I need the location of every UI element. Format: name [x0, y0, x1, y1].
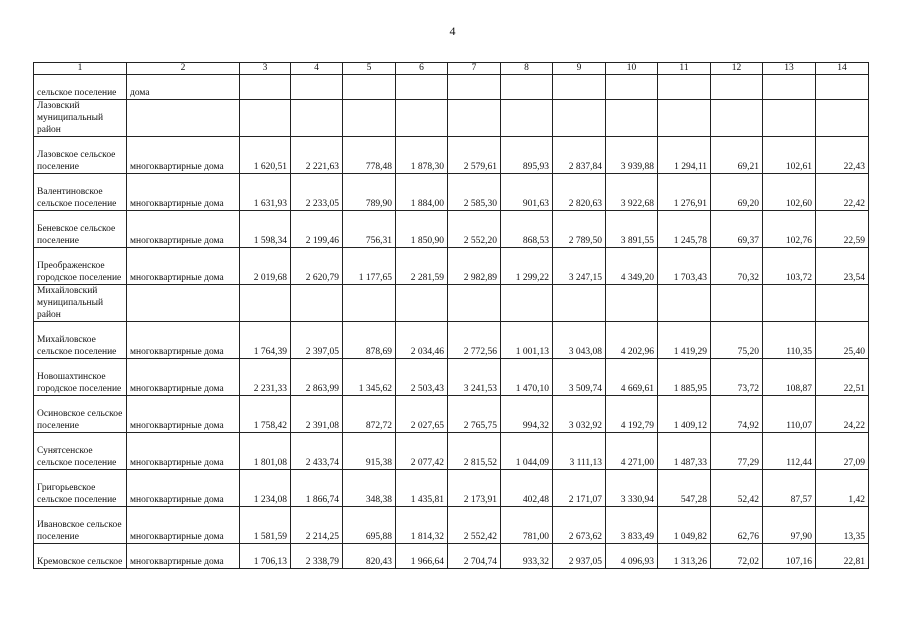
value-cell: 2 281,59: [396, 248, 448, 285]
housing-type-cell: многоквартирные дома: [127, 544, 240, 569]
value-cell: 3 043,08: [553, 322, 606, 359]
value-cell: [763, 100, 816, 137]
value-cell: 2 815,52: [448, 433, 501, 470]
value-cell: 1 866,74: [291, 470, 343, 507]
value-cell: 102,61: [763, 137, 816, 174]
value-cell: 23,54: [816, 248, 869, 285]
settlement-name-cell: Осиновское сельское поселение: [34, 396, 127, 433]
value-cell: [240, 100, 291, 137]
value-cell: 2 233,05: [291, 174, 343, 211]
value-cell: [291, 100, 343, 137]
value-cell: [763, 75, 816, 100]
value-cell: 1 884,00: [396, 174, 448, 211]
value-cell: 62,76: [711, 507, 763, 544]
value-cell: 4 096,93: [606, 544, 658, 569]
value-cell: 1 814,32: [396, 507, 448, 544]
value-cell: 872,72: [343, 396, 396, 433]
value-cell: 1 294,11: [658, 137, 711, 174]
value-cell: 110,35: [763, 322, 816, 359]
housing-type-cell: дома: [127, 75, 240, 100]
table-row: [34, 248, 869, 285]
value-cell: [343, 100, 396, 137]
settlement-name-cell: Беневское сельское поселение: [34, 211, 127, 248]
value-cell: 2 620,79: [291, 248, 343, 285]
value-cell: 22,43: [816, 137, 869, 174]
value-cell: [553, 100, 606, 137]
value-cell: 1 345,62: [343, 359, 396, 396]
housing-type-cell: многоквартирные дома: [127, 322, 240, 359]
value-cell: [240, 75, 291, 100]
value-cell: 22,59: [816, 211, 869, 248]
value-cell: [711, 75, 763, 100]
table-row: [34, 75, 869, 100]
value-cell: 73,72: [711, 359, 763, 396]
value-cell: 1 764,39: [240, 322, 291, 359]
value-cell: 2 820,63: [553, 174, 606, 211]
value-cell: 2 214,25: [291, 507, 343, 544]
page-number: 4: [449, 24, 456, 38]
value-cell: 2 937,05: [553, 544, 606, 569]
value-cell: [501, 100, 553, 137]
value-cell: 22,42: [816, 174, 869, 211]
value-cell: 107,16: [763, 544, 816, 569]
column-header: 6: [396, 63, 448, 75]
value-cell: 1 703,43: [658, 248, 711, 285]
value-cell: 1 049,82: [658, 507, 711, 544]
value-cell: 2 982,89: [448, 248, 501, 285]
settlement-name-cell: Преображенское городское поселение: [34, 248, 127, 285]
housing-type-cell: многоквартирные дома: [127, 174, 240, 211]
value-cell: 74,92: [711, 396, 763, 433]
value-cell: [396, 75, 448, 100]
value-cell: [658, 100, 711, 137]
settlement-name-cell: сельское поселение: [34, 75, 127, 100]
value-cell: 1 001,13: [501, 322, 553, 359]
settlement-name-cell: Ивановское сельское поселение: [34, 507, 127, 544]
housing-type-cell: [127, 285, 240, 322]
value-cell: 87,57: [763, 470, 816, 507]
value-cell: 2 863,99: [291, 359, 343, 396]
value-cell: 2 433,74: [291, 433, 343, 470]
value-cell: 1,42: [816, 470, 869, 507]
value-cell: 402,48: [501, 470, 553, 507]
value-cell: 1 758,42: [240, 396, 291, 433]
value-cell: [606, 75, 658, 100]
value-cell: 112,44: [763, 433, 816, 470]
value-cell: 70,32: [711, 248, 763, 285]
value-cell: [658, 75, 711, 100]
value-cell: 2 338,79: [291, 544, 343, 569]
value-cell: 1 044,09: [501, 433, 553, 470]
value-cell: 4 271,00: [606, 433, 658, 470]
value-cell: 2 837,84: [553, 137, 606, 174]
value-cell: [606, 285, 658, 322]
value-cell: [343, 285, 396, 322]
housing-type-cell: многоквартирные дома: [127, 211, 240, 248]
table-row: [34, 322, 869, 359]
value-cell: 72,02: [711, 544, 763, 569]
value-cell: [396, 100, 448, 137]
value-cell: 77,29: [711, 433, 763, 470]
settlement-name-cell: Лазовский муниципальный район: [34, 100, 127, 137]
table-row: [34, 544, 869, 569]
table-row: [34, 470, 869, 507]
value-cell: [711, 100, 763, 137]
table-row: [34, 211, 869, 248]
housing-type-cell: [127, 100, 240, 137]
table-row: [34, 433, 869, 470]
settlement-name-cell: Сунятсенское сельское поселение: [34, 433, 127, 470]
value-cell: 781,00: [501, 507, 553, 544]
value-cell: 1 313,26: [658, 544, 711, 569]
settlement-name-cell: Кремовское сельское: [34, 544, 127, 569]
value-cell: 3 939,88: [606, 137, 658, 174]
table-row: [34, 174, 869, 211]
value-cell: 52,42: [711, 470, 763, 507]
value-cell: 3 509,74: [553, 359, 606, 396]
value-cell: 4 202,96: [606, 322, 658, 359]
value-cell: 3 891,55: [606, 211, 658, 248]
value-cell: 2 585,30: [448, 174, 501, 211]
value-cell: 24,22: [816, 396, 869, 433]
value-cell: 2 077,42: [396, 433, 448, 470]
column-header: 2: [127, 63, 240, 75]
value-cell: 3 247,15: [553, 248, 606, 285]
value-cell: 1 299,22: [501, 248, 553, 285]
settlement-name-cell: Новошахтинское городское поселение: [34, 359, 127, 396]
value-cell: 110,07: [763, 396, 816, 433]
value-cell: [553, 285, 606, 322]
value-cell: 547,28: [658, 470, 711, 507]
table-row: [34, 507, 869, 544]
housing-type-cell: многоквартирные дома: [127, 396, 240, 433]
table-row: [34, 359, 869, 396]
value-cell: 2 673,62: [553, 507, 606, 544]
value-cell: 2 503,43: [396, 359, 448, 396]
value-cell: 1 620,51: [240, 137, 291, 174]
column-header: 3: [240, 63, 291, 75]
value-cell: [448, 285, 501, 322]
settlement-name-cell: Валентиновское сельское поселение: [34, 174, 127, 211]
table-row: [34, 100, 869, 137]
value-cell: 895,93: [501, 137, 553, 174]
value-cell: 3 032,92: [553, 396, 606, 433]
housing-type-cell: многоквартирные дома: [127, 470, 240, 507]
tariff-table: [33, 62, 869, 569]
value-cell: 2 221,63: [291, 137, 343, 174]
value-cell: 1 631,93: [240, 174, 291, 211]
value-cell: 3 922,68: [606, 174, 658, 211]
column-header: 4: [291, 63, 343, 75]
value-cell: 1 966,64: [396, 544, 448, 569]
value-cell: 25,40: [816, 322, 869, 359]
value-cell: 1 234,08: [240, 470, 291, 507]
value-cell: 348,38: [343, 470, 396, 507]
value-cell: [658, 285, 711, 322]
value-cell: 102,60: [763, 174, 816, 211]
value-cell: [816, 100, 869, 137]
value-cell: 915,38: [343, 433, 396, 470]
value-cell: 1 470,10: [501, 359, 553, 396]
housing-type-cell: многоквартирные дома: [127, 359, 240, 396]
column-header: 12: [711, 63, 763, 75]
column-header: 7: [448, 63, 501, 75]
value-cell: 2 173,91: [448, 470, 501, 507]
column-header: 1: [34, 63, 127, 75]
value-cell: 2 552,42: [448, 507, 501, 544]
value-cell: 2 034,46: [396, 322, 448, 359]
value-cell: 2 789,50: [553, 211, 606, 248]
value-cell: [816, 75, 869, 100]
value-cell: 1 409,12: [658, 396, 711, 433]
value-cell: 1 581,59: [240, 507, 291, 544]
value-cell: 22,81: [816, 544, 869, 569]
value-cell: 878,69: [343, 322, 396, 359]
value-cell: 2 397,05: [291, 322, 343, 359]
value-cell: 13,35: [816, 507, 869, 544]
header-row: [34, 63, 869, 75]
value-cell: 1 878,30: [396, 137, 448, 174]
value-cell: 1 850,90: [396, 211, 448, 248]
value-cell: [501, 75, 553, 100]
value-cell: 2 552,20: [448, 211, 501, 248]
value-cell: 4 349,20: [606, 248, 658, 285]
value-cell: [606, 100, 658, 137]
value-cell: 2 579,61: [448, 137, 501, 174]
value-cell: 69,37: [711, 211, 763, 248]
value-cell: 3 241,53: [448, 359, 501, 396]
value-cell: 1 276,91: [658, 174, 711, 211]
value-cell: 789,90: [343, 174, 396, 211]
column-header: 10: [606, 63, 658, 75]
value-cell: 994,32: [501, 396, 553, 433]
column-header: 14: [816, 63, 869, 75]
value-cell: [763, 285, 816, 322]
value-cell: 2 772,56: [448, 322, 501, 359]
value-cell: 901,63: [501, 174, 553, 211]
column-header: 5: [343, 63, 396, 75]
value-cell: 1 245,78: [658, 211, 711, 248]
value-cell: 1 801,08: [240, 433, 291, 470]
settlement-name-cell: Михайловское сельское поселение: [34, 322, 127, 359]
value-cell: 1 706,13: [240, 544, 291, 569]
value-cell: 1 177,65: [343, 248, 396, 285]
value-cell: [396, 285, 448, 322]
column-header: 13: [763, 63, 816, 75]
settlement-name-cell: Михайловский муниципальный район: [34, 285, 127, 322]
value-cell: 97,90: [763, 507, 816, 544]
column-header: 8: [501, 63, 553, 75]
value-cell: [343, 75, 396, 100]
table-row: [34, 137, 869, 174]
housing-type-cell: многоквартирные дома: [127, 248, 240, 285]
column-header: 11: [658, 63, 711, 75]
value-cell: 3 833,49: [606, 507, 658, 544]
value-cell: 2 391,08: [291, 396, 343, 433]
settlement-name-cell: Лазовское сельское поселение: [34, 137, 127, 174]
value-cell: [816, 285, 869, 322]
table-row: [34, 285, 869, 322]
value-cell: 1 435,81: [396, 470, 448, 507]
value-cell: 2 704,74: [448, 544, 501, 569]
value-cell: 1 419,29: [658, 322, 711, 359]
value-cell: 4 669,61: [606, 359, 658, 396]
value-cell: [291, 285, 343, 322]
value-cell: 2 171,07: [553, 470, 606, 507]
value-cell: 2 765,75: [448, 396, 501, 433]
table-row: [34, 396, 869, 433]
value-cell: 3 330,94: [606, 470, 658, 507]
value-cell: 1 598,34: [240, 211, 291, 248]
value-cell: 22,51: [816, 359, 869, 396]
value-cell: 4 192,79: [606, 396, 658, 433]
value-cell: 69,21: [711, 137, 763, 174]
value-cell: [553, 75, 606, 100]
value-cell: 2 231,33: [240, 359, 291, 396]
value-cell: [240, 285, 291, 322]
housing-type-cell: многоквартирные дома: [127, 137, 240, 174]
value-cell: 102,76: [763, 211, 816, 248]
value-cell: [711, 285, 763, 322]
settlement-name-cell: Григорьевское сельское поселение: [34, 470, 127, 507]
value-cell: 820,43: [343, 544, 396, 569]
value-cell: 756,31: [343, 211, 396, 248]
value-cell: 27,09: [816, 433, 869, 470]
value-cell: 69,20: [711, 174, 763, 211]
table-body: [34, 75, 869, 569]
value-cell: [501, 285, 553, 322]
housing-type-cell: многоквартирные дома: [127, 507, 240, 544]
column-header: 9: [553, 63, 606, 75]
value-cell: [448, 75, 501, 100]
value-cell: 75,20: [711, 322, 763, 359]
value-cell: 2 199,46: [291, 211, 343, 248]
value-cell: 2 019,68: [240, 248, 291, 285]
value-cell: 778,48: [343, 137, 396, 174]
value-cell: 695,88: [343, 507, 396, 544]
value-cell: 868,53: [501, 211, 553, 248]
value-cell: 1 885,95: [658, 359, 711, 396]
value-cell: 1 487,33: [658, 433, 711, 470]
value-cell: 103,72: [763, 248, 816, 285]
housing-type-cell: многоквартирные дома: [127, 433, 240, 470]
value-cell: 933,32: [501, 544, 553, 569]
value-cell: 3 111,13: [553, 433, 606, 470]
value-cell: 108,87: [763, 359, 816, 396]
value-cell: [291, 75, 343, 100]
value-cell: 2 027,65: [396, 396, 448, 433]
value-cell: [448, 100, 501, 137]
